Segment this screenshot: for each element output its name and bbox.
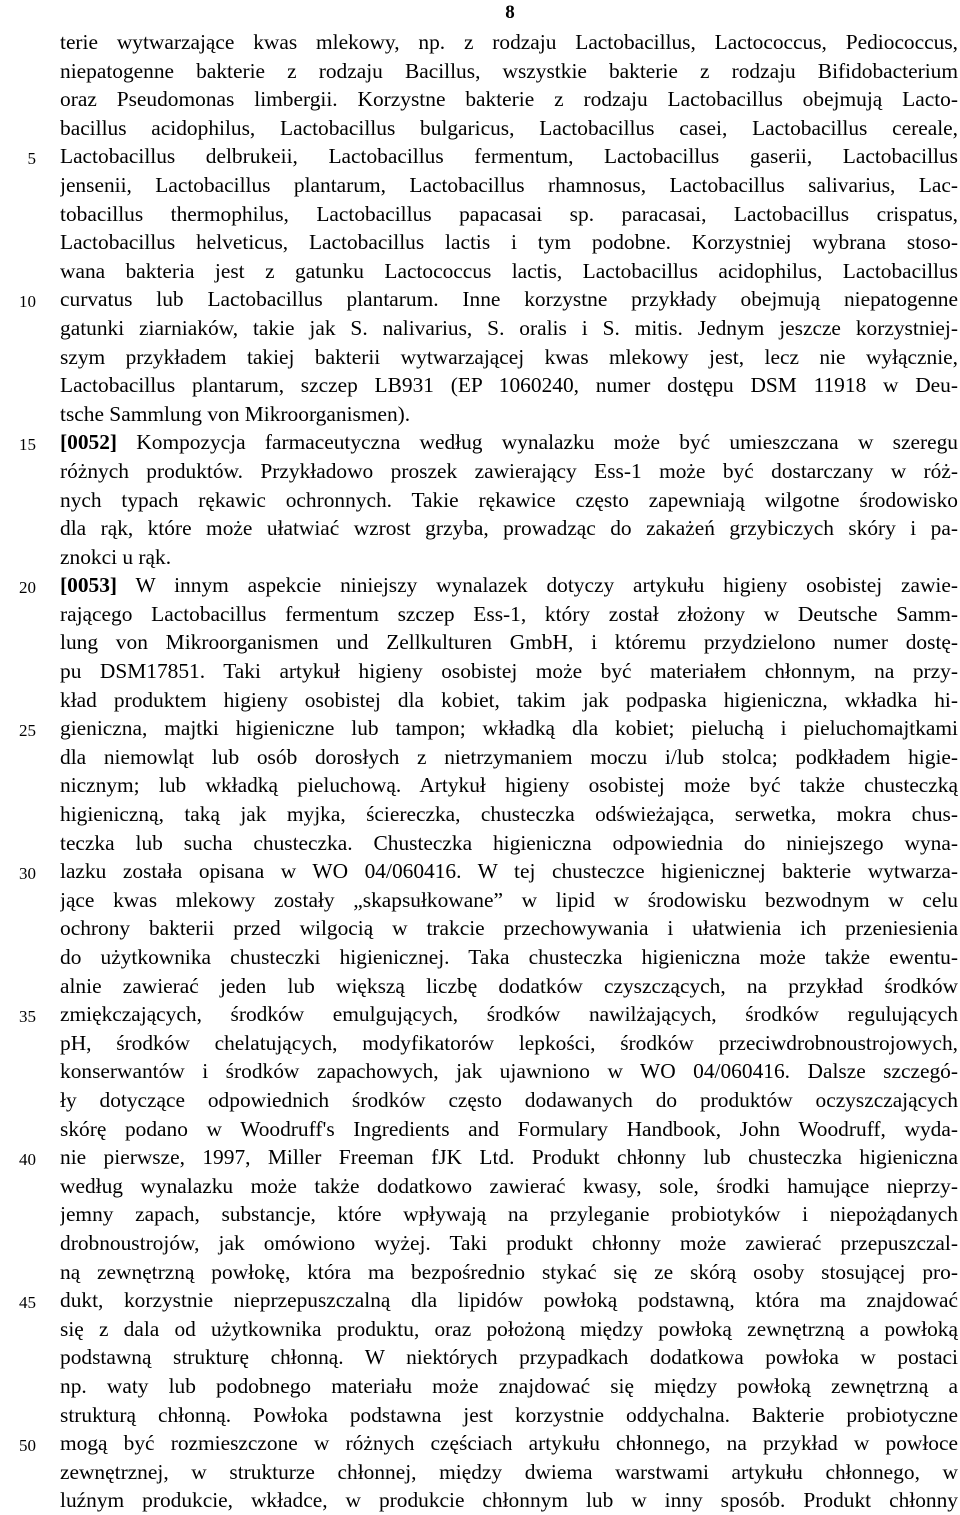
text-line — [60, 743, 958, 772]
line-text: rającego Lactobacillus fermentum szczep Ess-1, który został złożony w Deutsche Samm- — [60, 601, 958, 626]
line-text: teczka lub sucha chusteczka. Chusteczka higieniczna odpowiednia do niniejszego wyna- — [60, 830, 958, 855]
text-line — [60, 257, 958, 286]
line-number-gutter — [0, 0, 40, 1515]
line-text: oraz Pseudomonas limbergii. Korzystne bakterie z rodzaju Lactobacillus obejmują Lacto- — [60, 87, 958, 112]
text-line — [60, 371, 958, 400]
line-text: higieniczną, taką jak myjka, ściereczka, chusteczka odświeżająca, serwetka, mokra chus- — [60, 802, 958, 827]
line-text: lazku została opisana w WO 04/060416. W tej chusteczce higienicznej bakterie wytwarza- — [60, 859, 958, 884]
margin-line-number: 45 — [19, 1292, 36, 1312]
page-number: 8 — [505, 2, 515, 23]
text-line — [60, 1029, 958, 1058]
text-line — [60, 1258, 958, 1287]
line-text: pH, środków chelatujących, modyfikatorów lepkości, środków przeciwdrobnoustrojowych, — [60, 1030, 958, 1055]
line-text: drobnoustrojów, jak omówiono wyżej. Taki produkt chłonny może zawierać przepuszczal- — [60, 1230, 958, 1255]
line-text: gatunki ziarniaków, takie jak S. nalivarius, S. oralis i S. mitis. Jednym jeszcze korzystniej- — [60, 315, 958, 340]
text-line — [60, 914, 958, 943]
text-line — [60, 171, 958, 200]
text-line — [60, 1086, 958, 1115]
line-text: skórę podano w Woodruff's Ingredients and Formulary Handbook, John Woodruff, wyda- — [60, 1116, 958, 1141]
text-line — [60, 85, 958, 114]
text-line — [60, 228, 958, 257]
line-text: konserwantów i środków zapachowych, jak ujawniono w WO 04/060416. Dalsze szczegó- — [60, 1059, 958, 1084]
margin-line-number: 25 — [19, 720, 36, 740]
text-line — [60, 972, 958, 1001]
text-line — [60, 857, 958, 886]
text-line — [60, 457, 958, 486]
text-line — [60, 57, 958, 86]
line-text: luźnym produkcie, wkładce, w produkcie chłonnym lub w inny sposób. Produkt chłonny — [60, 1488, 958, 1513]
text-line — [60, 571, 958, 600]
text-line — [60, 886, 958, 915]
line-text: Lactobacillus delbrukeii, Lactobacillus fermentum, Lactobacillus gaserii, Lactobacillus — [60, 144, 958, 169]
line-text: do użytkownika chusteczki higienicznej. Taka chusteczka higieniczna może także ewentu- — [60, 945, 958, 969]
text-line — [60, 28, 958, 57]
paragraph-number: [0053] — [60, 573, 118, 598]
text-line — [60, 1000, 958, 1029]
line-text: pu DSM17851. Taki artykuł higieny osobistej może być materiałem chłonnym, na przy- — [60, 659, 958, 684]
line-text: ochrony bakterii przed wilgocią w trakcie przechowywania i ułatwienia ich przeniesienia — [60, 916, 958, 941]
text-line — [60, 657, 958, 686]
text-line — [60, 1429, 958, 1458]
document-body — [60, 28, 958, 1515]
text-line — [60, 1229, 958, 1258]
line-text: W innym aspekcie niniejszy wynalazek dotyczy artykułu higieny osobistej zawie- — [117, 573, 958, 598]
text-line — [60, 800, 958, 829]
text-line — [60, 1486, 958, 1515]
text-line — [60, 1057, 958, 1086]
line-text: niepatogenne bakterie z rodzaju Bacillus, wszystkie bakterie z rodzaju Bifidobacterium — [60, 58, 958, 83]
line-text: jące kwas mlekowy zostały „skapsułkowane” w lipid w środowisku bezwodnym w celu — [60, 887, 958, 912]
line-text: strukturą chłonną. Powłoka podstawna jest korzystnie oddychalna. Bakterie probiotyczne — [60, 1402, 958, 1427]
line-text: podstawną strukturę chłonną. W niektórych przypadkach dodatkowa powłoka w postaci — [60, 1345, 958, 1370]
text-line — [60, 428, 958, 457]
margin-line-number: 50 — [19, 1435, 36, 1455]
line-text: mogą być rozmieszczone w różnych częściach artykułu chłonnego, na przykład w powłoce — [60, 1431, 958, 1456]
text-line — [60, 1401, 958, 1430]
text-line — [60, 686, 958, 715]
line-text: się z dala od użytkownika produktu, oraz położoną między powłoką zewnętrzną a powłoką — [60, 1316, 958, 1341]
line-text: np. waty lub podobnego materiału może znajdować się między powłoką zewnętrzną a — [60, 1373, 958, 1398]
line-text: dukt, korzystnie nieprzepuszczalną dla lipidów powłoką podstawną, która ma znajdować — [60, 1288, 958, 1313]
text-line — [60, 628, 958, 657]
line-text: według wynalazku może także dodatkowo zawierać kwasy, sole, środki hamujące nieprzy- — [60, 1173, 958, 1198]
text-line — [60, 1286, 958, 1315]
line-text: nicznym; lub wkładką pieluchową. Artykuł higieny osobistej może być także chusteczką — [60, 773, 958, 798]
text-line — [60, 285, 958, 314]
line-text: dla rąk, które może ułatwiać wzrost grzyba, prowadząc do zakażeń grzybiczych skóry i pa- — [60, 516, 958, 541]
text-line — [60, 1372, 958, 1401]
text-line — [60, 514, 958, 543]
line-text: lung von Mikroorganismen und Zellkulturen GmbH, i któremu przydzielono numer dostę- — [60, 630, 958, 655]
line-text: tsche Sammlung von Mikroorganismen). — [60, 401, 411, 426]
text-line — [60, 829, 958, 858]
text-line — [60, 1200, 958, 1229]
margin-line-number: 5 — [27, 148, 36, 168]
line-text: alnie zawierać jeden lub większą liczbę dodatków czyszczących, na przykład środków — [60, 973, 958, 998]
line-text: Lactobacillus plantarum, szczep LB931 (EP 1060240, numer dostępu DSM 11918 w Deu- — [60, 373, 958, 398]
line-text: zmiękczających, środków emulgujących, środków nawilżających, środków regulujących — [60, 1002, 958, 1027]
text-line — [60, 200, 958, 229]
line-text: Kompozycja farmaceutyczna według wynalazku może być umieszczana w szeregu — [117, 430, 958, 455]
line-text: curvatus lub Lactobacillus plantarum. Inne korzystne przykłady obejmują niepatogenne — [60, 287, 958, 312]
text-line — [60, 343, 958, 372]
margin-line-number: 30 — [19, 863, 36, 883]
text-line — [60, 1458, 958, 1487]
line-text: zewnętrznej, w strukturze chłonnej, między dwiema warstwami artykułu chłonnego, w — [60, 1459, 958, 1484]
text-line — [60, 1143, 958, 1172]
line-text: nych typach rękawic ochronnych. Takie rękawice często zapewniają wilgotne środowisko — [60, 487, 958, 512]
text-line — [60, 142, 958, 171]
text-line — [60, 543, 958, 572]
line-text: terie wytwarzające kwas mlekowy, np. z rodzaju Lactobacillus, Lactococcus, Pediococcus, — [60, 30, 958, 54]
text-line — [60, 1343, 958, 1372]
margin-line-number: 15 — [19, 434, 36, 454]
line-text: jemny zapach, substancje, które wpływają na przyleganie probiotyków i niepożądanych — [60, 1202, 958, 1227]
text-line — [60, 943, 958, 972]
line-text: wana bakteria jest z gatunku Lactococcus lactis, Lactobacillus acidophilus, Lactobacillus — [60, 258, 958, 283]
text-line — [60, 600, 958, 629]
line-text: tobacillus thermophilus, Lactobacillus papacasai sp. paracasai, Lactobacillus crispatus, — [60, 201, 958, 226]
margin-line-number: 20 — [19, 577, 36, 597]
text-line — [60, 714, 958, 743]
text-line — [60, 771, 958, 800]
margin-line-number: 35 — [19, 1006, 36, 1026]
line-text: nie pierwsze, 1997, Miller Freeman fJK Ltd. Produkt chłonny lub chusteczka higieniczna — [60, 1145, 958, 1170]
line-text: ną zewnętrzną powłokę, która ma bezpośrednio stykać się ze skórą osoby stosującej pro- — [60, 1259, 958, 1284]
text-line — [60, 486, 958, 515]
text-line — [60, 314, 958, 343]
line-text: różnych produktów. Przykładowo proszek zawierający Ess-1 może być dostarczany w róż- — [60, 458, 958, 483]
text-line — [60, 400, 958, 429]
line-text: kład produktem higieny osobistej dla kobiet, takim jak podpaska higieniczna, wkładka hi- — [60, 687, 958, 712]
line-text: jensenii, Lactobacillus plantarum, Lactobacillus rhamnosus, Lactobacillus salivarius, Lac- — [60, 172, 958, 197]
text-line — [60, 1115, 958, 1144]
text-line — [60, 114, 958, 143]
line-text: bacillus acidophilus, Lactobacillus bulgaricus, Lactobacillus casei, Lactobacillus cereale, — [60, 115, 958, 140]
text-line — [60, 1172, 958, 1201]
paragraph-number: [0052] — [60, 430, 118, 455]
line-text: Lactobacillus helveticus, Lactobacillus lactis i tym podobne. Korzystniej wybrana stoso- — [60, 230, 958, 255]
line-text: znokci u rąk. — [60, 544, 172, 569]
text-line — [60, 1315, 958, 1344]
line-text: gieniczna, majtki higieniczne lub tampon; wkładką dla kobiet; pieluchą i pieluchomajtkami — [60, 716, 958, 741]
line-text: dla niemowląt lub osób dorosłych z nietrzymaniem moczu i/lub stolca; podkładem higie- — [60, 744, 958, 769]
margin-line-number: 10 — [19, 291, 36, 311]
line-text: ły dotyczące odpowiednich środków często dodawanych do produktów oczyszczających — [60, 1087, 958, 1112]
line-text: szym przykładem takiej bakterii wytwarzającej kwas mlekowy jest, lecz nie wyłącznie, — [60, 344, 958, 369]
margin-line-number: 40 — [19, 1149, 36, 1169]
